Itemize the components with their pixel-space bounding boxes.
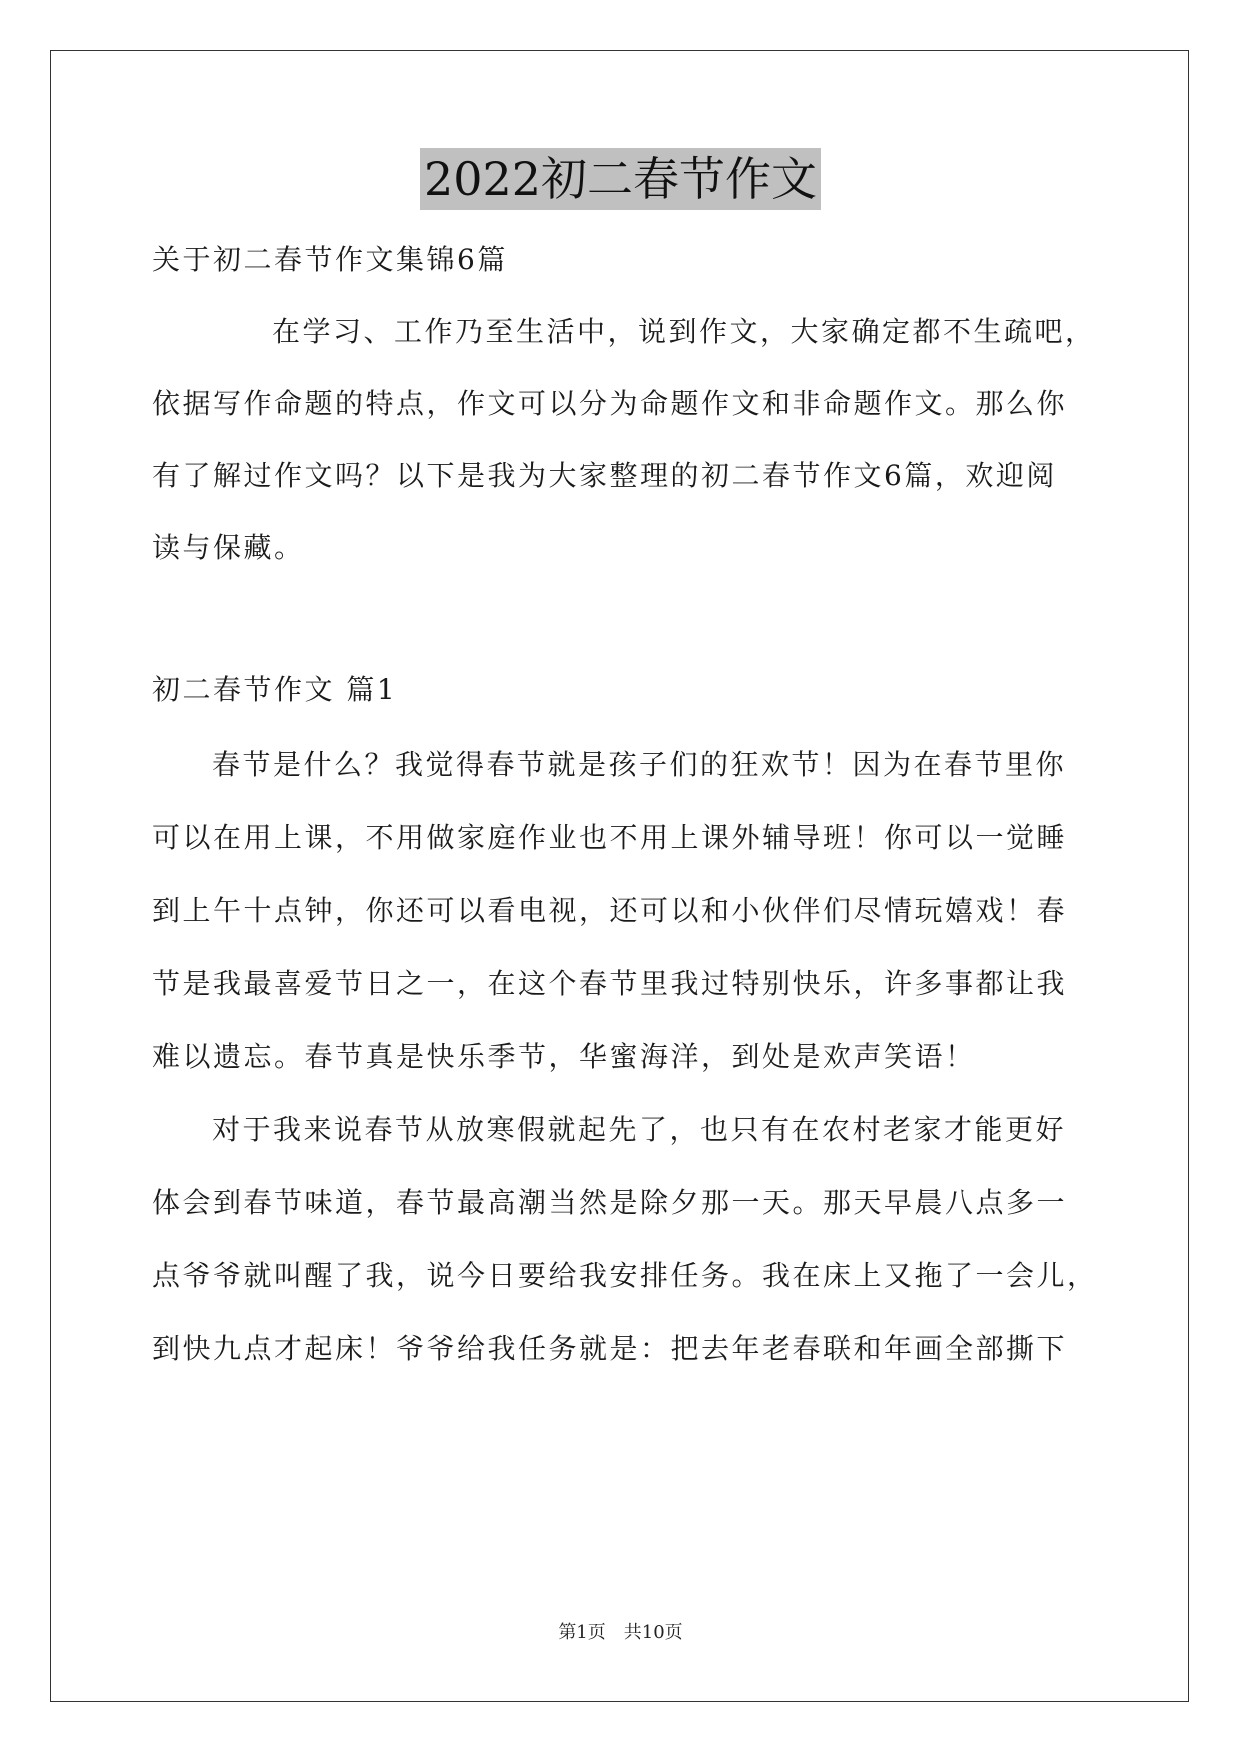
paragraph2-line-1: 对于我来说春节从放寒假就起先了，也只有在农村老家才能更好 bbox=[212, 1113, 1067, 1146]
intro-line-4: 读与保藏。 bbox=[152, 531, 305, 564]
paragraph1-line-1: 春节是什么？我觉得春节就是孩子们的狂欢节！因为在春节里你 bbox=[212, 748, 1067, 781]
paragraph2-line-4: 到快九点才起床！爷爷给我任务就是：把去年老春联和年画全部撕下 bbox=[152, 1332, 1068, 1365]
intro-line-3: 有了解过作文吗？以下是我为大家整理的初二春节作文6篇，欢迎阅 bbox=[152, 459, 1057, 492]
page-border bbox=[50, 50, 1189, 1702]
paragraph1-line-2: 可以在用上课，不用做家庭作业也不用上课外辅导班！你可以一觉睡 bbox=[152, 821, 1068, 854]
document-title: 2022初二春节作文 bbox=[420, 148, 821, 210]
paragraph1-line-5: 难以遗忘。春节真是快乐季节，华蜜海洋，到处是欢声笑语！ bbox=[152, 1040, 976, 1073]
document-subtitle: 关于初二春节作文集锦6篇 bbox=[152, 243, 508, 276]
page-footer: 第1页 共10页 bbox=[558, 1622, 683, 1643]
paragraph2-line-2: 体会到春节味道，春节最高潮当然是除夕那一天。那天早晨八点多一 bbox=[152, 1186, 1068, 1219]
paragraph1-line-3: 到上午十点钟，你还可以看电视，还可以和小伙伴们尽情玩嬉戏！春 bbox=[152, 894, 1068, 927]
intro-line-2: 依据写作命题的特点，作文可以分为命题作文和非命题作文。那么你 bbox=[152, 387, 1068, 420]
paragraph1-line-4: 节是我最喜爱节日之一，在这个春节里我过特别快乐，许多事都让我 bbox=[152, 967, 1068, 1000]
section-heading: 初二春节作文 篇1 bbox=[152, 673, 398, 706]
intro-line-1: 在学习、工作乃至生活中，说到作文，大家确定都不生疏吧， bbox=[272, 315, 1096, 348]
paragraph2-line-3: 点爷爷就叫醒了我，说今日要给我安排任务。我在床上又拖了一会儿， bbox=[152, 1259, 1098, 1292]
title-container bbox=[0, 148, 1241, 210]
